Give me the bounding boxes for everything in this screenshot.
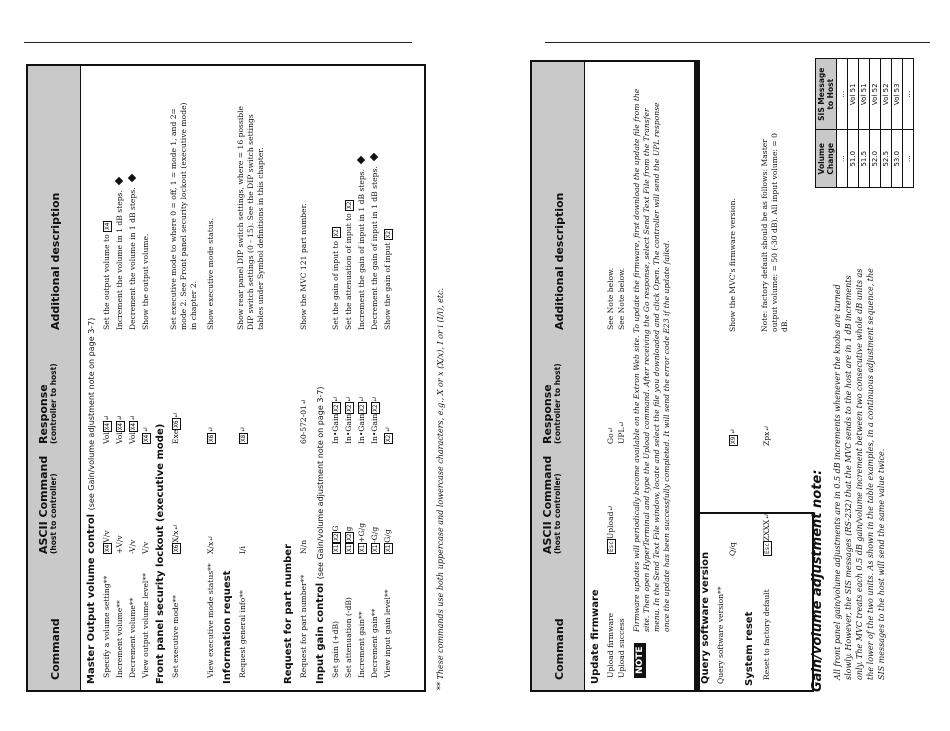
header-ascii: ASCII Command (host to controller) xyxy=(541,455,562,554)
volume-table xyxy=(815,58,914,188)
description-cell: Set executive mode to where 0 = off, 1 = mode 1, and 2= mode 2. See Front panel security lockout (executive mode) in chapter 2. xyxy=(169,102,198,330)
right-lower-table xyxy=(530,512,696,692)
diamond-icon xyxy=(115,177,123,185)
note-text: Firmware updates will periodically become available on the Extron Web site. To update the firmware, first download the update file from the site. Then open HyperTerminal and type the Upload command. After receiving the Go response, select Send Text File from the Transfer menu. In the Send Text File window, locate and select the file you downloaded and click Open. The controller will send the UPL response once the update has been successfully completed. It will send the error code E23 if the update failed. xyxy=(632,88,671,632)
table-row: 52.5 Vol 52 xyxy=(881,59,892,188)
top-rule-right xyxy=(545,42,930,43)
table-row: 51.5 Vol 51 xyxy=(859,59,870,188)
table-row: 53.0 Vol 53 xyxy=(892,59,903,188)
section-information-request: Information request xyxy=(222,570,233,684)
table-row: ... ... xyxy=(903,59,914,188)
col-volume-change: Volume Change xyxy=(816,130,837,188)
section-part-number: Request for part number xyxy=(283,543,294,684)
volume-table-panel xyxy=(815,58,915,188)
section-system-reset: System reset xyxy=(744,611,755,686)
gain-note-title: Gain/volume adjustment note: xyxy=(810,469,825,692)
diamond-icon xyxy=(128,174,136,182)
diamond-icon xyxy=(370,153,378,161)
table-border: Command ASCII Command (host to controller) Response (controller to host) Additional description Master Output volume control (see Gain/volume adjustment note on page 3-7) Specify a volume setting** X4V/v VolX4↵ Set the output volume to X4 Increment volume** +V/v VolX4↵ Increment the volume in 1 dB steps. Decrement volume** -V/v VolX4↵ Decrement the volume in 1 dB steps. View output volume level** V/v X4↵ Show the output volume. Front panel security lockout (executive mode) Set executive mode** X6X/x↵ ExeX6↵ Set executive mode to where 0 = off, 1 = mode 1, and 2= mode 2. See Front panel security lockout (executive mode) in chapter 2. View executive mode status** X/x↵ X6↵ Show executive mode status. Information request Request general info** I/i X8↵ Show rear panel DIP switch settings, where = 16 possible DIP switch settings (0 - 15). See the DIP switch settings tables under Symbol definitions in this chapter. Request for part number Request for part number** N/n 60-572-01↵ Show the MVC 121 part number. Input gain control (see Gain/volume adjustment note on page 3-7) Set gain (+dB) X1X2G In•GainX2↵ Set the gain of input to X2 Set attenuation (-dB) X1X2g In•GainX2↵ Set the attenuation of input to X2 Increment gain** X1+G/g In•GainX2↵ Increment the gain of input in 1 dB steps. Decrement gain** X1-G/g In•GainX2↵ Decrement the gain of input in 1 dB steps. View input gain level** X1G/g X2↵ Show the gain of input X2 xyxy=(26,64,426,692)
description-cell: Note: factory default should be as follows: Master output volume: = 50 (-30 dB). All input volume: = 0 dB. xyxy=(760,132,789,332)
section-input-gain: Input gain control (see Gain/volume adjustment note on page 3-7) xyxy=(315,386,326,684)
header-command: Command xyxy=(49,618,62,680)
section-update-firmware: Update firmware xyxy=(590,589,601,684)
note-badge: NOTE xyxy=(634,643,646,678)
col-sis-message: SIS Message to Host xyxy=(816,59,837,131)
header-description: Additional description xyxy=(553,192,566,330)
header-description: Additional description xyxy=(49,192,62,330)
section-query-software: Query software version xyxy=(700,551,711,684)
header-response: Response (controller to host) xyxy=(541,363,562,444)
description-cell: Show rear panel DIP switch settings, where = 16 possible DIP switch settings (0 - 15). See the DIP switch settings tables under Symbol definitions in this chapter. xyxy=(236,105,265,330)
right-lower-content: Q/q X9↵ Show the MVC's firmware version. System reset Reset to factory default EscZXXX↵ Zpx↵ Note: factory default should be as follows: Master output volume: = 50 (-30 dB). All input volume: = 0 dB. xyxy=(728,132,789,686)
top-rule-left xyxy=(24,42,412,43)
header-ascii: ASCII Command (host to controller) xyxy=(37,455,58,554)
header-response: Response (controller to host) xyxy=(37,363,58,444)
gain-note-text: All front panel gain/volume adjustments are in 0.5 dB increments whenever the knobs are turned slowly. However, the SIS messages (RS-232) that the MVC sends to the host are in 1 dB increments only. The MVC treats each 0.5 dB gain/volume increment between two consecutive whole dB units as the lower of the two units. As shown in the table examples, in a continuous adjustment sequence, the SIS messages to the host will send the same value twice. xyxy=(833,268,886,680)
section-security-lockout: Front panel security lockout (executive mode) xyxy=(155,423,166,684)
header-command: Command xyxy=(553,618,566,680)
gain-volume-note xyxy=(810,242,920,692)
table-row: ... ... xyxy=(837,59,848,188)
footnote: ** These commands use both uppercase and lowercase characters, e.g., X or x (X/x), I or i (I/i), etc. xyxy=(436,287,445,690)
section-master-output: Master Output volume control (see Gain/volume adjustment note on page 3-7) xyxy=(86,317,97,684)
left-command-table xyxy=(26,64,445,692)
table-header xyxy=(28,66,81,690)
diamond-icon xyxy=(357,156,365,164)
table-row: 52.0 Vol 52 xyxy=(870,59,881,188)
table-border: Command ASCII Command (host to controller) Response (controller to host) Additional description Update firmware Upload firmware EscUpload↵ Go↵ See Note below. Upload success UPL↵ See Note below. NOTE Firmware updates will periodically become available on the Extron Web site. To update the firmware, first download the update file from the site. Then open HyperTerminal and type the Upload command. After receiving the Go response, select Send Text File from the Transfer menu. In the Send Text File window, locate and select the file you downloaded and click Open. The controller will send the UPL response once the update has been successfully completed. It will send the error code E23 if the update failed. xyxy=(530,60,696,692)
table-row: 51.0 Vol 51 xyxy=(848,59,859,188)
table-border: Query software version Query software version** xyxy=(696,512,814,692)
